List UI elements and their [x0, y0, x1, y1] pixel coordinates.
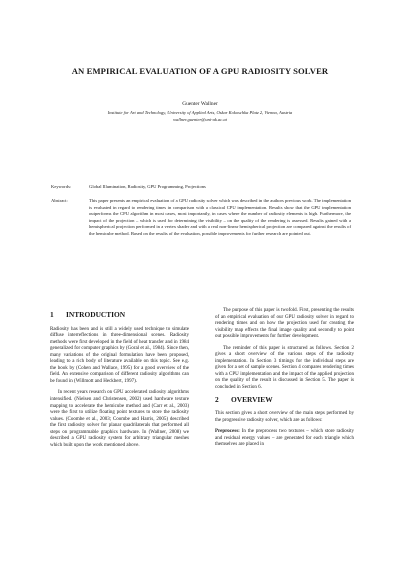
section-title: INTRODUCTION	[66, 310, 126, 319]
author-email: wallner.guenter@uni-ak.ac.at	[173, 117, 227, 122]
paragraph: The purpose of this paper is twofold. First, presenting the results of an empirical evaluation of our GPU radiosity solver in regard to rendering times and on how the projection used for creating the visibility map effects the final image quality and secondly to point out possible improvements for further development.	[215, 308, 354, 340]
right-column	[215, 308, 354, 454]
author-name: Guenter Wallner	[182, 101, 218, 107]
paragraph: This section gives a short overview of the main steps performed by the progressive radiosity solver, which are as follows:	[215, 411, 354, 423]
preprocess-label: Preprocess:	[215, 429, 240, 435]
author-affiliation: Institute for Art and Technology, University of Applied Arts, Oskar Kokoschka Platz 2, Vienna, Austria	[107, 110, 293, 115]
paragraph: In recent years research on GPU accelerated radiosity algorithms intensified. (Nielsen and Christensen, 2002) used hardware texture mapping to accelerate the hemicube method and (Carr et al., 2003) were the first to utilize floating point textures to store the radiosity values. (Coombe et al., 2003; Coombe and Harris, 2005) described the first radiosity solver for planar quadrilaterals that performed all steps on programmable graphics hardware. In (Wallner, 2008) we described a GPU radiosity system for arbitrary triangular meshes which built upon the work mentioned above.	[50, 390, 189, 448]
keywords-value: Global Illumination, Radiosity, GPU Programming, Projections	[89, 184, 206, 189]
preprocess-text: In the preprocess two textures – which store radiosity and residual energy values – are generated for each triangle which themselves are placed in	[215, 429, 354, 448]
section-title: OVERVIEW	[231, 394, 273, 404]
left-column	[50, 308, 189, 454]
section-heading-introduction	[50, 312, 189, 319]
section-number: 2	[215, 394, 219, 404]
paragraph: Radiosity has been and is still a widely used technique to simulate diffuse interreflections in three-dimensional scenes. Radiosity methods were first developed in the field of heat transfer and in 1984 generalized for computer graphics by (Goral et al., 1984). Since then, many variations of the original formulation have been proposed, leading to a rich body of literature available on this topic. See e.g. the book by (Cohen and Wallace, 1995) for a good overview of the field. An extensive comparison of different radiosity algorithms can be found in (Willmott and Heckbert, 1997).	[50, 326, 189, 384]
abstract-text: This paper presents an empirical evaluation of a GPU radiosity solver which was described in the authors previous work. The implementation is evaluated in regard to rendering times in comparison with a classical CPU implementation. Results show that the GPU implementation outperforms the CPU algorithm in most cases, most importantly, in cases where the number of radiosity elements is high. Furthermore, the impact of the projection – which is used for determining the visibility – on the quality of the rendering is assessed. Results gained with a hemispherical projection performed in a vertex shader and with a real non-linear hemispherical projection are compared against the results of the hemicube method. Based on the results of the evaluation, possible improvements for further research are pointed out.	[89, 198, 351, 236]
section-number: 1	[50, 310, 54, 319]
abstract-label: Abstract:	[51, 198, 68, 203]
paper-title: AN EMPIRICAL EVALUATION OF A GPU RADIOSITY SOLVER	[71, 66, 329, 76]
paragraph-preprocess	[215, 429, 354, 449]
keywords-label: Keywords:	[51, 184, 72, 189]
section-heading-overview	[215, 394, 354, 404]
paragraph: The reminder of this paper is structured as follows. Section 2 gives a short overview of the various steps of the radiosity implementation. In Section 3 timings for the individual steps are given for a set of sample scenes. Section 4 compares rendering times with a CPU implementation and the impact of the applied projection on the quality of the result is discussed in Section 5. The paper is concluded in Section 6.	[215, 345, 354, 391]
